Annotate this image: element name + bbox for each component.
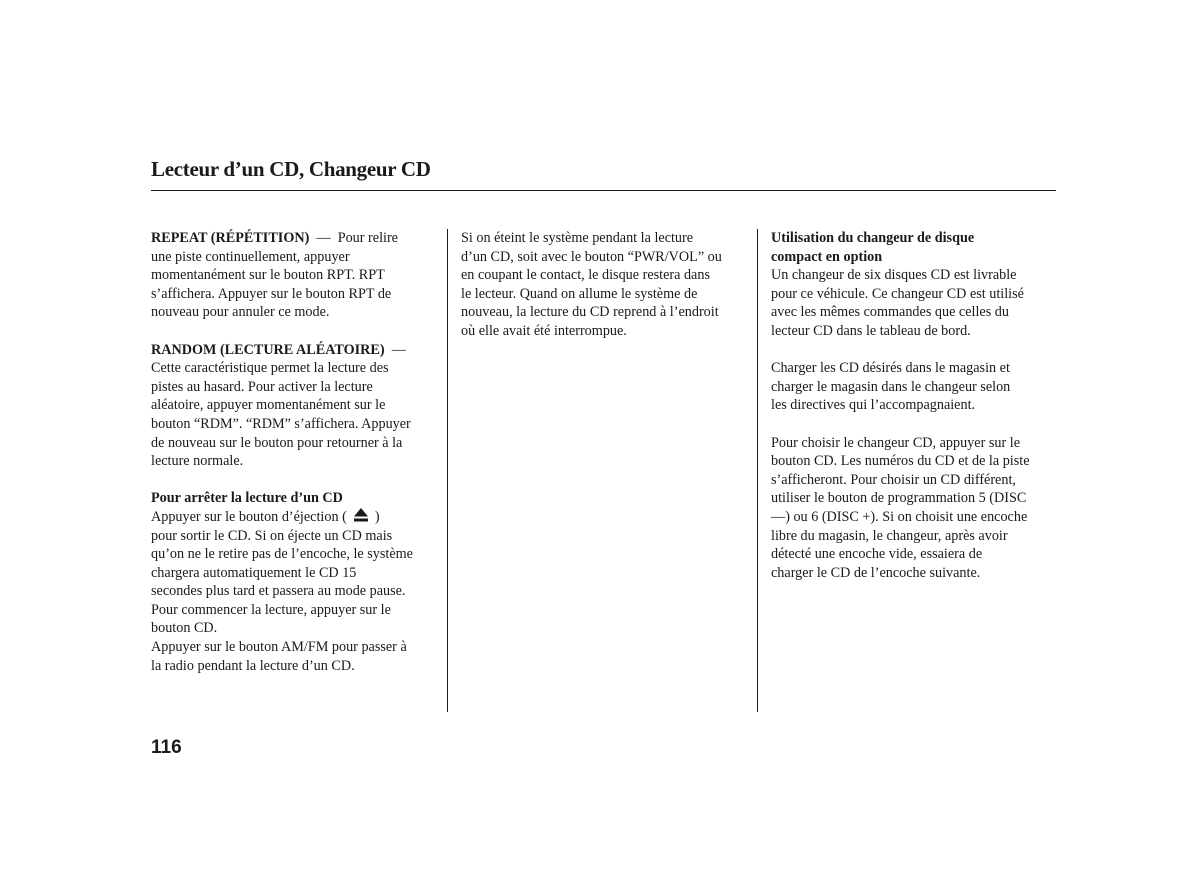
column-left xyxy=(151,229,443,675)
random-line: Cette caractéristique permet la lecture des xyxy=(151,360,389,377)
changer-heading: compact en option xyxy=(771,248,883,265)
changer-para2-line: charger le magasin dans le changeur selon xyxy=(771,378,1011,395)
stop-line: pour sortir le CD. Si on éjecte un CD mais xyxy=(151,527,393,544)
repeat-dash: — xyxy=(316,230,331,246)
changer-para1-line: Un changeur de six disques CD est livrable xyxy=(771,267,1017,284)
column-right xyxy=(771,229,1061,582)
repeat-line: nouveau pour annuler ce mode. xyxy=(151,304,330,321)
changer-para1-line: lecteur CD dans le tableau de bord. xyxy=(771,322,971,339)
repeat-heading: REPEAT (RÉPÉTITION) xyxy=(151,230,310,246)
changer-para1-line: avec les mêmes commandes que celles du xyxy=(771,304,1009,321)
power-off-section xyxy=(461,229,751,341)
eject-icon xyxy=(353,508,369,522)
changer-para3-line: utiliser le bouton de programmation 5 (DISC xyxy=(771,490,1027,507)
changer-para3-line: s’afficheront. Pour choisir un CD différent, xyxy=(771,471,1016,488)
power-off-line: d’un CD, soit avec le bouton “PWR/VOL” ou xyxy=(461,248,722,265)
random-first-line xyxy=(151,341,443,360)
random-line: bouton “RDM”. “RDM” s’affichera. Appuyer xyxy=(151,415,411,432)
changer-para2-line: Charger les CD désirés dans le magasin et xyxy=(771,360,1010,377)
column-middle xyxy=(461,229,751,341)
power-off-line: le lecteur. Quand on allume le système de xyxy=(461,285,698,302)
random-line: de nouveau sur le bouton pour retourner à la xyxy=(151,434,403,451)
changer-para1-line: pour ce véhicule. Ce changeur CD est utilisé xyxy=(771,285,1024,302)
repeat-line: momentanément sur le bouton RPT. RPT xyxy=(151,267,385,284)
repeat-first-line xyxy=(151,229,443,248)
random-line: lecture normale. xyxy=(151,453,244,470)
repeat-line: Pour relire xyxy=(337,230,398,246)
stop-line: bouton CD. xyxy=(151,620,218,637)
page-number: 116 xyxy=(151,737,182,758)
random-line: pistes au hasard. Pour activer la lecture xyxy=(151,378,373,395)
random-section xyxy=(151,341,443,471)
power-off-line: nouveau, la lecture du CD reprend à l’endroit xyxy=(461,304,719,321)
changer-para3-line: charger le CD de l’encoche suivante. xyxy=(771,564,981,581)
title-rule xyxy=(151,190,1056,191)
changer-para2-line: les directives qui l’accompagnaient. xyxy=(771,397,976,414)
random-heading: RANDOM (LECTURE ALÉATOIRE) xyxy=(151,341,385,358)
stop-line: secondes plus tard et passera au mode pause. xyxy=(151,583,406,600)
stop-line: la radio pendant la lecture d’un CD. xyxy=(151,657,355,674)
changer-para3-line: libre du magasin, le changeur, après avoir xyxy=(771,527,1008,544)
changer-heading: Utilisation du changeur de disque xyxy=(771,230,975,246)
stop-line: chargera automatiquement le CD 15 xyxy=(151,564,357,581)
stop-section xyxy=(151,489,443,675)
random-line: aléatoire, appuyer momentanément sur le xyxy=(151,397,386,414)
stop-line: Pour commencer la lecture, appuyer sur le xyxy=(151,601,391,618)
stop-heading: Pour arrêter la lecture d’un CD xyxy=(151,490,343,507)
changer-para3-line: —) ou 6 (DISC +). Si on choisit une encoche xyxy=(771,508,1028,525)
changer-para3-line: Pour choisir le changeur CD, appuyer sur le xyxy=(771,434,1021,451)
eject-line-after: ) xyxy=(374,508,380,525)
random-dash: — xyxy=(391,341,406,358)
changer-para3-line: bouton CD. Les numéros du CD et de la piste xyxy=(771,453,1030,470)
repeat-line: s’affichera. Appuyer sur le bouton RPT de xyxy=(151,285,392,302)
changer-section xyxy=(771,229,1061,582)
changer-para3-line: détecté une encoche vide, essaiera de xyxy=(771,546,983,563)
stop-line: qu’on ne le retire pas de l’encoche, le système xyxy=(151,546,413,563)
power-off-line: où elle avait été interrompue. xyxy=(461,322,627,339)
power-off-line: Si on éteint le système pendant la lecture xyxy=(461,230,694,246)
column-divider-1 xyxy=(447,229,448,712)
column-divider-2 xyxy=(757,229,758,712)
stop-line: Appuyer sur le bouton AM/FM pour passer à xyxy=(151,639,407,656)
eject-line xyxy=(151,508,443,527)
page-title: Lecteur d’un CD, Changeur CD xyxy=(151,157,431,181)
power-off-line: en coupant le contact, le disque restera dans xyxy=(461,267,710,284)
repeat-section xyxy=(151,229,443,322)
repeat-line: une piste continuellement, appuyer xyxy=(151,248,350,265)
eject-line-before: Appuyer sur le bouton d’éjection ( xyxy=(151,508,347,525)
